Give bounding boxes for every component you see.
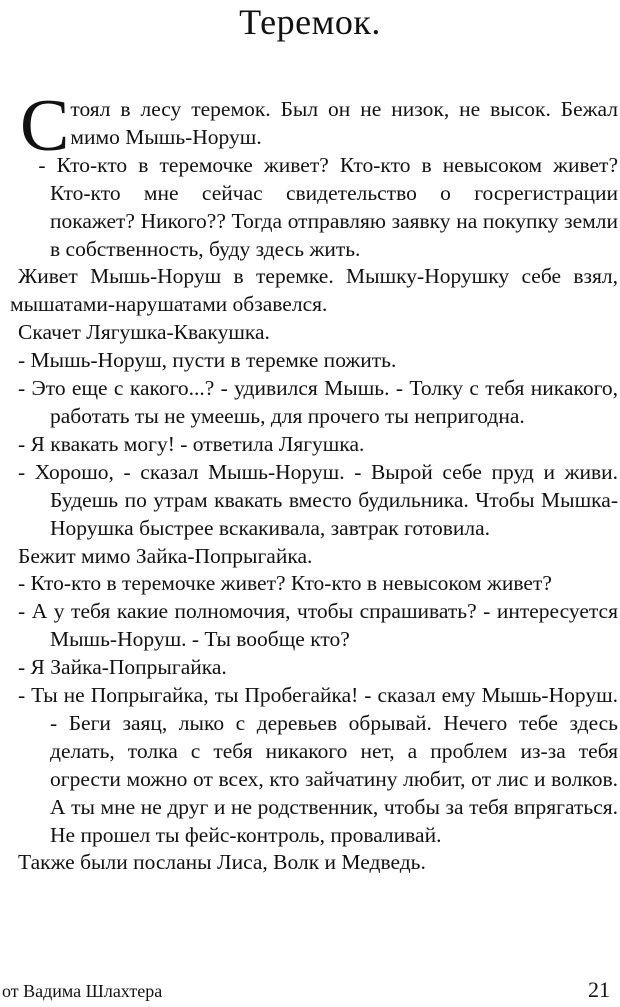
dialog-line: - Это еще с какого...? - удивился Мышь. - Толку с тебя никакого, работать ты не умеешь, для прочего ты непригодна.: [18, 376, 618, 428]
dialog-line: - Хорошо, - сказал Мышь-Норуш. - Вырой себе пруд и живи. Будешь по утрам квакать вместо будильника. Чтобы Мышка-Норушка быстрее вскакивала, завтрак готовила.: [18, 459, 618, 540]
narration-line: Скачет Лягушка-Квакушка.: [18, 320, 270, 345]
footer-author: от Вадима Шлахтера: [2, 981, 163, 1001]
first-paragraph-text: тоял в лесу теремок. Был он не низок, не высок. Бежал мимо Мышь-Норуш.: [70, 97, 618, 149]
dialog-line: - Мышь-Норуш, пусти в теремке пожить.: [18, 348, 397, 373]
dialog-line: - Кто-кто в теремочке живет? Кто-кто в невысоком живет?: [18, 571, 552, 596]
first-paragraph: [10, 85, 618, 167]
dialog-line: - Я квакать могу! - ответила Лягушка.: [18, 431, 365, 456]
page-number: 21: [588, 977, 610, 1002]
dialog-line: - Я Зайка-Попрыгайка.: [18, 655, 227, 680]
page-title: Теремок.: [239, 2, 381, 42]
narration-line: Также были посланы Лиса, Волк и Медведь.: [18, 850, 426, 875]
body-text: [10, 85, 618, 877]
paragraph-list: [10, 152, 618, 878]
narration-line: Живет Мышь-Норуш в теремке. Мышку-Норушку себе взял, мышатами-нарушатами обзавелся.: [10, 264, 618, 317]
drop-cap: С: [20, 85, 70, 167]
narration-line: Бежит мимо Зайка-Попрыгайка.: [18, 543, 313, 568]
dialog-line: - Ты не Попрыгайка, ты Пробегайка! - сказал ему Мышь-Норуш. - Беги заяц, лыко с деревьев обрывай. Нечего тебе здесь делать, толка с тебя никакого нет, а проблем из-за тебя огрести можно от всех, кто зайчатину любит, от лис и волков. А ты мне не друг и не родственник, чтобы за тебя впрягаться. Не прошел ты фейс-контроль, проваливай.: [18, 683, 618, 847]
dialog-line: - Кто-кто в теремочке живет? Кто-кто в невысоком живет? Кто-кто мне сейчас свидетельство о госрегистрации покажет? Никого?? Тогда отправляю заявку на покупку земли в собственность, буду здесь жить.: [38, 152, 618, 261]
dialog-line: - А у тебя какие полномочия, чтобы спрашивать? - интересуется Мышь-Норуш. - Ты вообще кто?: [18, 599, 618, 652]
